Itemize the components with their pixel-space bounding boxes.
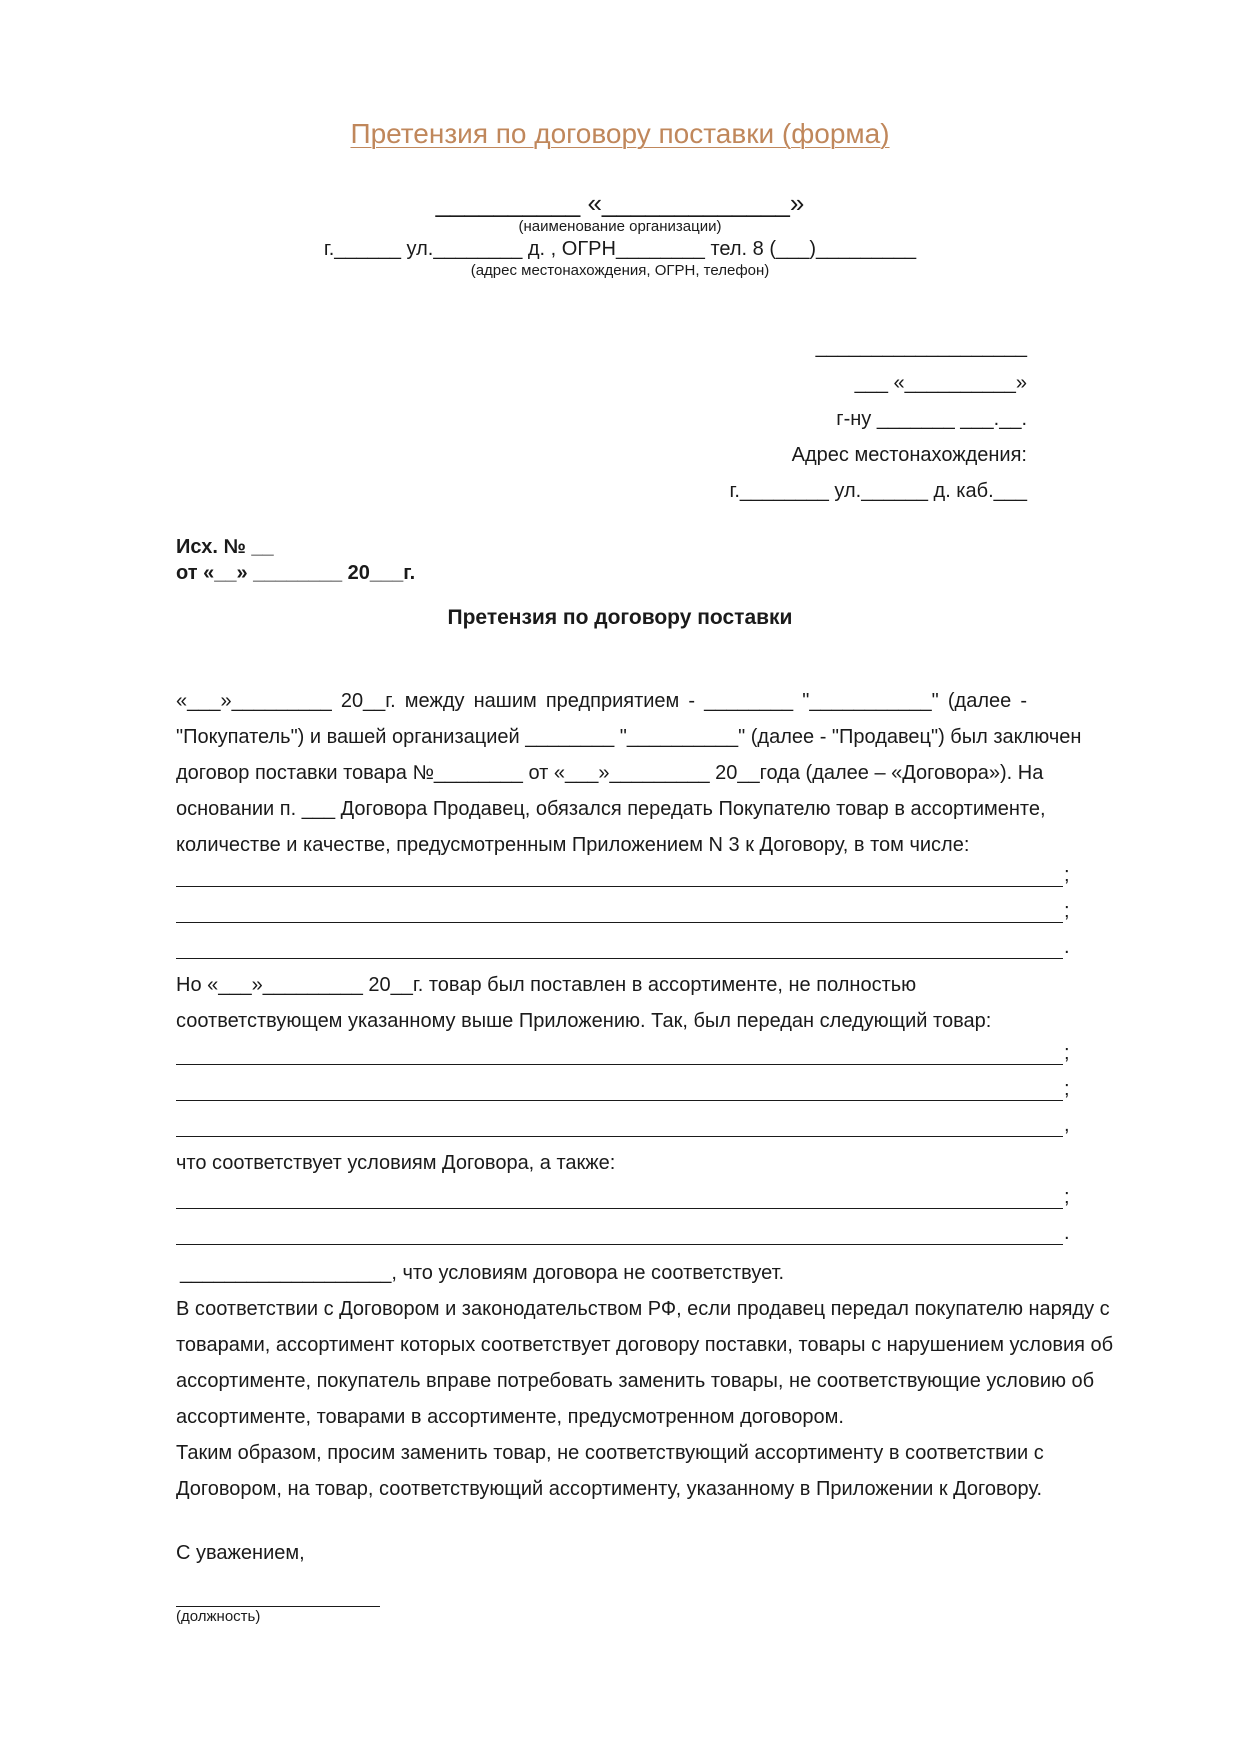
paragraph-5-line-4: ассортименте, товарами в ассортименте, предусмотренном договором. xyxy=(176,1406,844,1428)
recipient-address-label: Адрес местонахождения: xyxy=(791,444,1027,466)
claim-heading: Претензия по договору поставки xyxy=(447,606,793,629)
paragraph-1-line-3: договор поставки товара №________ от «___»_________ 20__года (далее – «Договора»). На xyxy=(176,762,1044,784)
paragraph-6-line-1: Таким образом, просим заменить товар, не соответствующий ассортименту в соответствии с xyxy=(176,1442,1044,1464)
paragraph-6-line-2: Договором, на товар, соответствующий ассортименту, указанному в Приложении к Договору. xyxy=(176,1478,1043,1500)
position-caption: (должность) xyxy=(176,1608,261,1625)
recipient-line-1: ___________________ xyxy=(815,336,1027,358)
paragraph-5-line-2: товарами, ассортимент которых соответствует договору поставки, товары с нарушением условия об xyxy=(176,1334,1114,1356)
paragraph-2-line-1: Но «___»_________ 20__г. товар был поставлен в ассортименте, не полностью xyxy=(176,974,917,996)
outgoing-number: Исх. № __ xyxy=(176,536,274,558)
paragraph-3: что соответствует условиям Договора, а также: xyxy=(176,1152,616,1174)
paragraph-1-line-2: "Покупатель") и вашей организацией ________ "__________" (далее - "Продавец") был заключен xyxy=(176,726,1082,748)
organization-address-blank: г.______ ул.________ д. , ОГРН________ тел. 8 (___)_________ xyxy=(323,238,917,260)
blank-line-end: ; xyxy=(1064,900,1070,922)
paragraph-5-line-3: ассортименте, покупатель вправе потребовать заменить товары, не соответствующие условию об xyxy=(176,1370,1095,1392)
organization-address-caption: (адрес местонахождения, ОГРН, телефон) xyxy=(470,262,770,279)
blank-line-end: ; xyxy=(1064,864,1070,886)
blank-line-end: . xyxy=(1064,936,1070,958)
organization-name-caption: (наименование организации) xyxy=(518,218,722,235)
paragraph-1-line-5: количестве и качестве, предусмотренным Приложением N 3 к Договору, в том числе: xyxy=(176,834,970,856)
blank-line-end: ; xyxy=(1064,1078,1070,1100)
organization-name-blank: __________ «_____________» xyxy=(435,188,805,218)
blank-line-end: , xyxy=(1064,1114,1070,1136)
outgoing-date: от «__» ________ 20___г. xyxy=(176,562,416,584)
paragraph-2-line-2: соответствующем указанному выше Приложению. Так, был передан следующий товар: xyxy=(176,1010,992,1032)
closing-greeting: С уважением, xyxy=(176,1542,305,1564)
paragraph-1-line-1: «___»_________ 20__г. между нашим предприятием - ________ "___________" (далее - xyxy=(176,690,1027,712)
blank-line-end: ; xyxy=(1064,1042,1070,1064)
document-title: Претензия по договору поставки (форма) xyxy=(350,118,890,149)
paragraph-5-line-1: В соответствии с Договором и законодательством РФ, если продавец передал покупателю наряду с xyxy=(176,1298,1110,1320)
blank-line-end: . xyxy=(1064,1222,1070,1244)
recipient-line-2: ___ «__________» xyxy=(854,372,1027,394)
paragraph-4: ___________________, что условиям договора не соответствует. xyxy=(180,1262,785,1284)
position-blank-line xyxy=(176,1606,380,1607)
blank-line-end: ; xyxy=(1064,1186,1070,1208)
recipient-line-3: г-ну _______ ___.__. xyxy=(836,408,1027,430)
paragraph-1-line-4: основании п. ___ Договора Продавец, обязался передать Покупателю товар в ассортименте, xyxy=(176,798,1046,820)
recipient-address-blank: г.________ ул.______ д. каб.___ xyxy=(729,480,1027,502)
